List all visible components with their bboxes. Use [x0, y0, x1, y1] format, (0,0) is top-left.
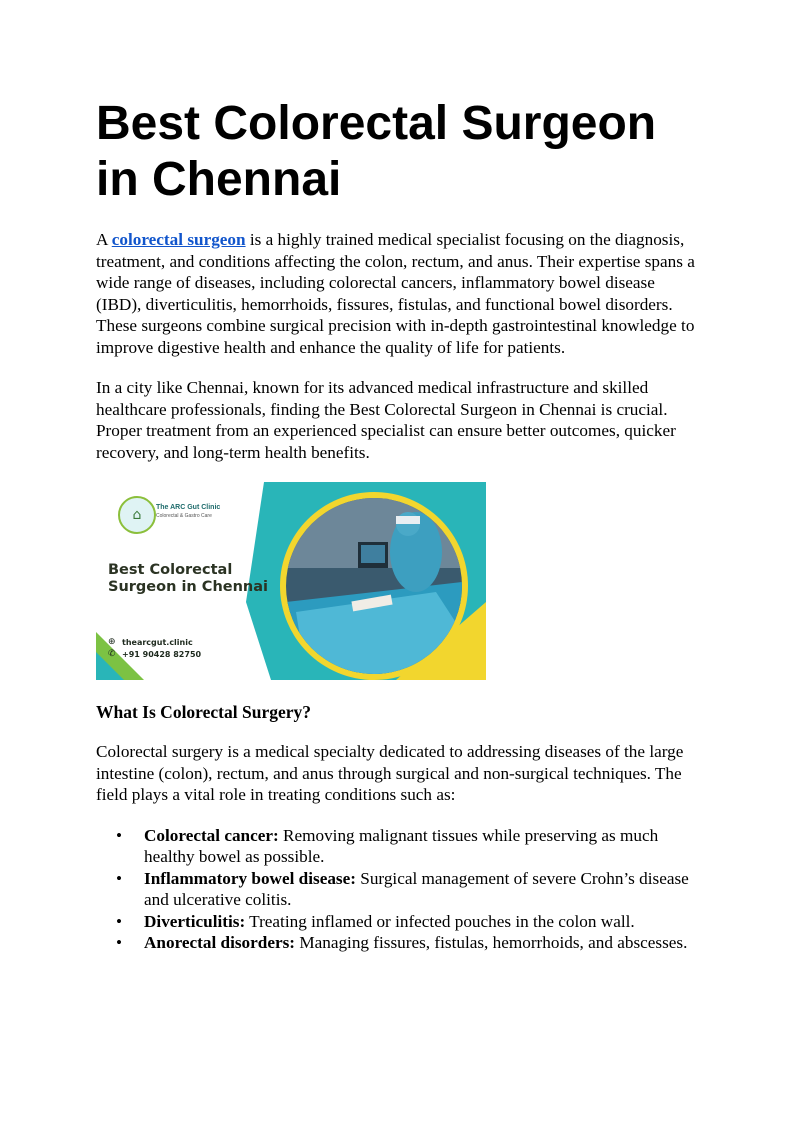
bullet-icon: • [116, 933, 123, 952]
globe-icon: ⊕ [108, 637, 116, 647]
clinic-banner-image [96, 482, 486, 680]
list-item [96, 932, 698, 954]
condition-term: Colorectal cancer: [144, 825, 279, 845]
condition-desc: Managing fissures, fistulas, hemorrhoids, and abscesses. [295, 933, 688, 952]
chennai-paragraph: In a city like Chennai, known for its advanced medical infrastructure and skilled healthcare professionals, finding the Best Colorectal Surgeon in Chennai is crucial. Proper treatment from an experienced specialist can ensure better outcomes, quicker recovery, and long-term health benefits. [96, 378, 676, 462]
banner-clinic-tagline: Colorectal & Gastro Care [156, 513, 212, 519]
colorectal-surgeon-link[interactable]: colorectal surgeon [111, 230, 246, 249]
clinic-logo-icon: ⌂ [118, 496, 156, 534]
banner-headline: Best Colorectal Surgeon in Chennai [108, 562, 269, 595]
page-title: Best Colorectal Surgeon in Chennai [96, 97, 657, 206]
list-item [96, 911, 698, 933]
bullet-icon: • [116, 868, 123, 888]
section-heading: What Is Colorectal Surgery? [96, 702, 311, 722]
intro-rest: is a highly trained medical specialist focusing on the diagnosis, treatment, and conditions affecting the colon, rectum, and anus. Their expertise spans a wide range of diseases, including colorectal cancers, inflammatory bowel disease (IBD), diverticulitis, hemorrhoids, fissures, fistulas, and functional bowel disorders. These surgeons combine surgical precision with in-depth gastrointestinal knowledge to improve digestive health and enhance the quality of life for patients. [96, 230, 695, 357]
condition-desc: Treating inflamed or infected pouches in the colon wall. [245, 911, 635, 931]
intro-paragraph [96, 229, 698, 358]
list-item [96, 825, 698, 868]
banner-phone: +91 90428 82750 [122, 650, 202, 659]
condition-desc: Removing malignant tissues while preserving as much healthy bowel as possible. [144, 825, 659, 866]
banner-clinic-name: The ARC Gut Clinic [156, 504, 221, 511]
intro-prefix: A [96, 230, 112, 249]
section-paragraph: Colorectal surgery is a medical specialty dedicated to addressing diseases of the large intestine (colon), rectum, and anus through surgical and non-surgical techniques. The field plays a vital role in treating conditions such as: [96, 742, 684, 804]
document-page [96, 96, 698, 954]
condition-term: Inflammatory bowel disease: [144, 868, 356, 888]
condition-term: Anorectal disorders: [144, 933, 296, 952]
condition-desc: Surgical management of severe Crohn’s disease and ulcerative colitis. [144, 868, 689, 909]
list-item [96, 868, 698, 911]
bullet-icon: • [116, 911, 123, 931]
conditions-list [96, 825, 698, 954]
phone-icon: ✆ [108, 649, 116, 659]
condition-term: Diverticulitis: [144, 911, 246, 931]
bullet-icon: • [116, 825, 123, 845]
surgery-photo [286, 498, 462, 674]
banner-website: thearcgut.clinic [122, 638, 193, 647]
